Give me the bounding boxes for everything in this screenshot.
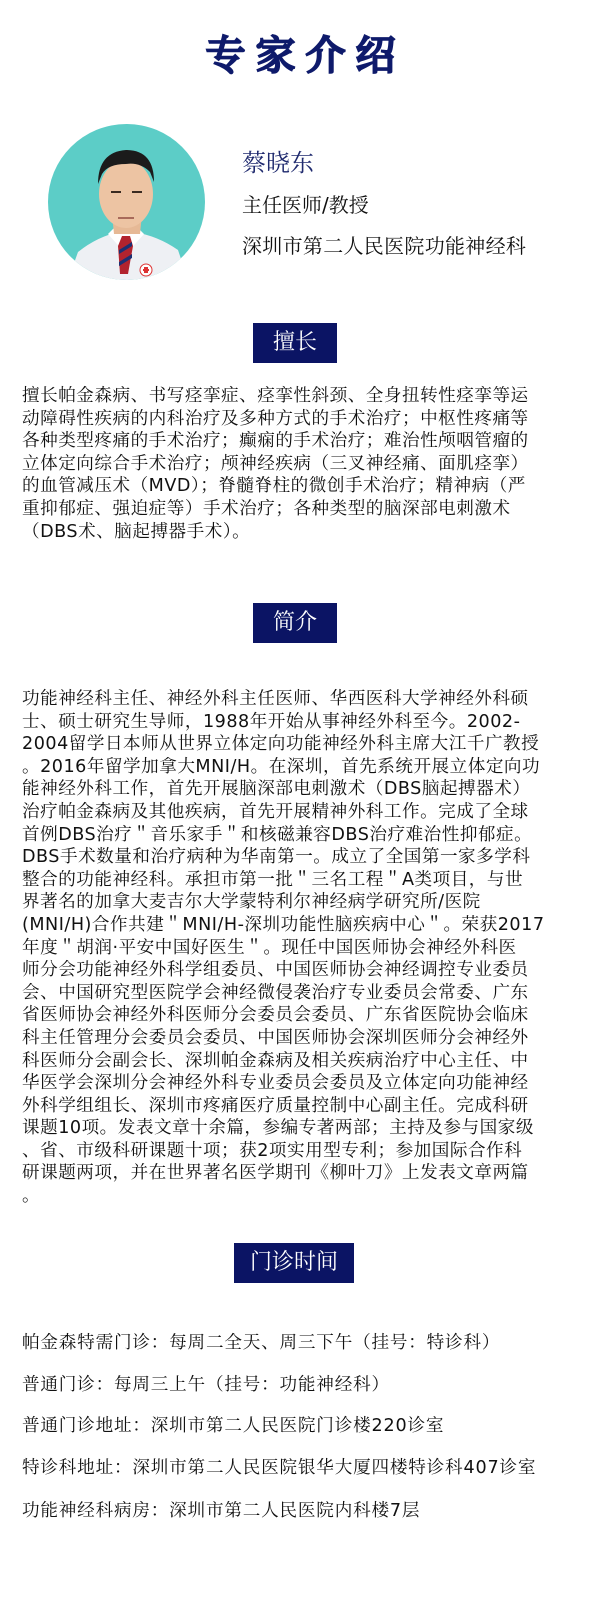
- specialty-line: （DBS术、脑起搏器手术）。: [22, 521, 251, 542]
- specialty-heading: 擅长: [253, 323, 337, 363]
- specialty-line: 立体定向综合手术治疗；颅神经疾病（三叉神经痛、面肌痉挛）: [22, 453, 529, 474]
- intro-line: 能神经外科工作，首先开展脑深部电刺激术（DBS脑起搏器术）: [22, 779, 531, 800]
- specialty-line: 重抑郁症、强迫症等）手术治疗；各种类型的脑深部电刺激术: [22, 498, 511, 519]
- page-title: 专家介绍: [205, 33, 406, 79]
- intro-line: 研课题两项，并在世界著名医学期刊《柳叶刀》上发表文章两篇: [22, 1163, 529, 1184]
- specialty-text: [22, 385, 576, 543]
- clinic-item-general: 普通门诊：每周三上午（挂号：功能神经科）: [22, 1375, 390, 1395]
- intro-line: 科主任管理分会委员会委员、中国医师协会深圳医师分会神经外: [22, 1027, 529, 1048]
- intro-line: 、省、市级科研课题十项；获2项实用型专利；参加国际合作科: [22, 1140, 523, 1161]
- clinic-item-ward: 功能神经科病房：深圳市第二人民医院内科楼7层: [22, 1501, 421, 1521]
- intro-line: 界著名的加拿大麦吉尔大学蒙特利尔神经病学研究所/医院: [22, 892, 481, 913]
- clinic-item-general-address: 普通门诊地址：深圳市第二人民医院门诊楼220诊室: [22, 1416, 445, 1436]
- doctor-portrait-icon: [48, 124, 205, 280]
- intro-line: 年度＂胡润·平安中国好医生＂。现任中国医师协会神经外科医: [22, 937, 517, 958]
- specialty-line: 的血管减压术（MVD）；脊髓脊柱的微创手术治疗；精神病（严: [22, 476, 526, 497]
- intro-line: 士、硕士研究生导师，1988年开始从事神经外科至今。2002-: [22, 711, 521, 732]
- clinic-heading: 门诊时间: [234, 1243, 354, 1283]
- doctor-hospital: 深圳市第二人民医院功能神经科: [242, 234, 527, 258]
- intro-line: 会、中国研究型医院学会神经微侵袭治疗专业委员会常委、广东: [22, 982, 529, 1003]
- intro-line: 治疗帕金森病及其他疾病，首先开展精神外科工作。完成了全球: [22, 801, 529, 822]
- clinic-item-special-address: 特诊科地址：深圳市第二人民医院银华大厦四楼特诊科407诊室: [22, 1458, 537, 1478]
- doctor-photo: [48, 124, 205, 280]
- specialty-line: 擅长帕金森病、书写痉挛症、痉挛性斜颈、全身扭转性痉挛等运: [22, 386, 529, 406]
- doctor-name: 蔡晓东: [242, 149, 314, 177]
- intro-line: 课题10项。发表文章十余篇，参编专著两部；主持及参与国家级: [22, 1118, 534, 1139]
- intro-text: [22, 688, 576, 1208]
- intro-line: 师分会功能神经外科学组委员、中国医师协会神经调控专业委员: [22, 960, 529, 981]
- intro-line: 。: [22, 1186, 41, 1207]
- intro-line: 。2016年留学加拿大MNI/H。在深圳，首先系统开展立体定向功: [22, 756, 541, 777]
- intro-line: 首例DBS治疗＂音乐家手＂和核磁兼容DBS治疗难治性抑郁症。: [22, 824, 533, 845]
- doctor-role: 主任医师/教授: [242, 193, 369, 217]
- intro-line: 功能神经科主任、神经外科主任医师、华西医科大学神经外科硕: [22, 689, 529, 709]
- intro-line: 整合的功能神经科。承担市第一批＂三名工程＂A类项目，与世: [22, 869, 524, 890]
- intro-line: DBS手术数量和治疗病种为华南第一。成立了全国第一家多学科: [22, 847, 531, 868]
- intro-line: 省医师协会神经外科医师分会委员会委员、广东省医院协会临床: [22, 1005, 529, 1026]
- intro-heading: 简介: [253, 603, 337, 643]
- intro-line: 外科学组组长、深圳市疼痛医疗质量控制中心副主任。完成科研: [22, 1095, 529, 1116]
- clinic-item-special: 帕金森特需门诊：每周二全天、周三下午（挂号：特诊科）: [22, 1333, 501, 1353]
- intro-line: 2004留学日本师从世界立体定向功能神经外科主席大江千广教授: [22, 734, 540, 755]
- intro-line: 华医学会深圳分会神经外科专业委员会委员及立体定向功能神经: [22, 1073, 529, 1094]
- intro-line: 科医师分会副会长、深圳帕金森病及相关疾病治疗中心主任、中: [22, 1050, 529, 1071]
- specialty-line: 各种类型疼痛的手术治疗；癫痫的手术治疗；难治性颅咽管瘤的: [22, 431, 529, 452]
- specialty-line: 动障碍性疾病的内科治疗及多种方式的手术治疗；中枢性疼痛等: [22, 408, 529, 429]
- intro-line: (MNI/H)合作共建＂MNI/H-深圳功能性脑疾病中心＂。荣获2017: [22, 914, 545, 935]
